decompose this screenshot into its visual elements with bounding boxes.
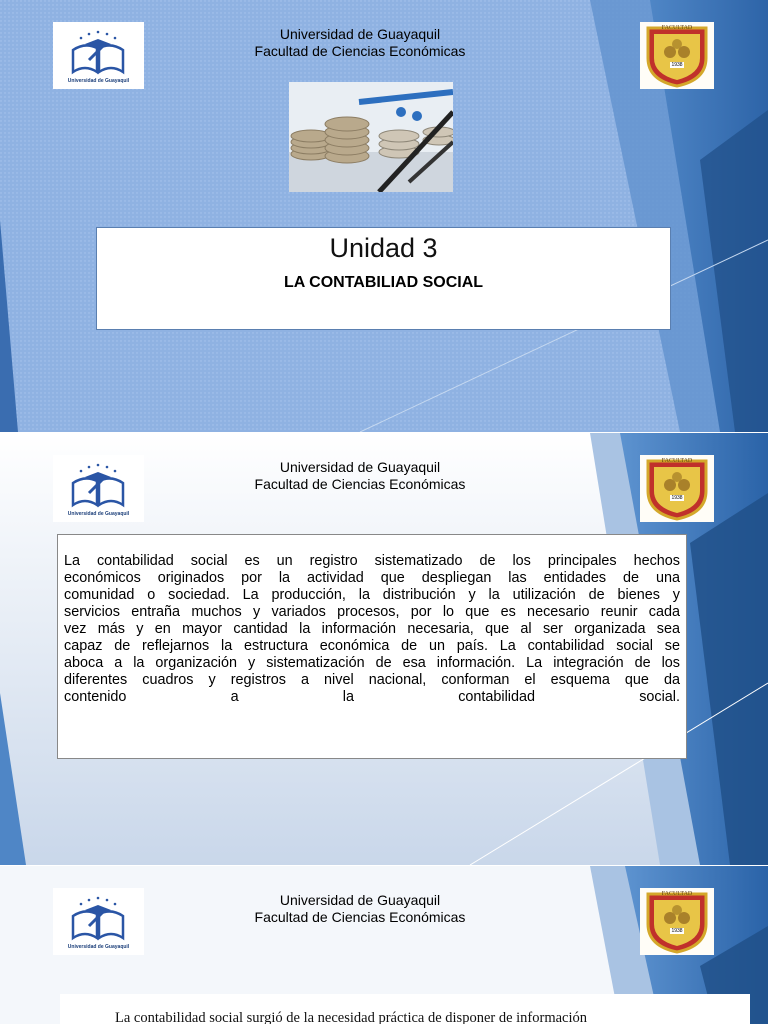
header: [200, 459, 520, 493]
university-logo-caption: Universidad de Guayaquil: [67, 511, 130, 517]
paragraph-line: aboca a la organización y sistematización de esa información. La integración de los: [64, 655, 680, 671]
seal-top-text: FACULTAD: [661, 891, 693, 897]
slide-2: [0, 433, 768, 865]
university-logo-caption: Universidad de Guayaquil: [67, 78, 130, 84]
paragraph-line: capaz de reflejarnos la estructura económica de un país. La contabilidad social se: [64, 638, 680, 654]
slide-3-text: La contabilidad social surgió de la necesidad práctica de disponer de información: [115, 1010, 588, 1024]
university-name: Universidad de Guayaquil: [279, 459, 441, 475]
seal-year: 1938: [671, 62, 683, 68]
seal-top-text: FACULTAD: [661, 458, 693, 464]
faculty-name: Facultad de Ciencias Económicas: [254, 476, 466, 492]
unit-title: Unidad 3: [329, 233, 438, 263]
paragraph-line: vez más y en mayor cantidad la información necesaria, que al ser organizada sea: [64, 621, 680, 637]
title-box: [96, 227, 671, 330]
faculty-name: Facultad de Ciencias Económicas: [254, 43, 466, 59]
slide-1: [0, 0, 768, 432]
paragraph-line: servicios entraña muchos y variados procesos, por lo que es necesario reunir cada: [64, 604, 680, 620]
university-logo-caption: Universidad de Guayaquil: [67, 944, 130, 950]
faculty-name: Facultad de Ciencias Económicas: [254, 909, 466, 925]
coins-and-pens-photo: [289, 82, 453, 192]
university-name: Universidad de Guayaquil: [279, 892, 441, 908]
paragraph-line: diferentes cuadros y registros a nivel nacional, conforman el esquema que da: [64, 672, 680, 688]
seal-year: 1938: [671, 928, 683, 934]
paragraph-line: económicos originados por la actividad que despliegan las entidades de una: [64, 570, 680, 586]
header: [200, 26, 520, 60]
definition-text-box: [57, 534, 687, 759]
slide-3: [0, 866, 768, 1024]
paragraph-line: contenido a la contabilidad social.: [64, 689, 680, 705]
seal-top-text: FACULTAD: [661, 25, 693, 31]
university-name: Universidad de Guayaquil: [279, 26, 441, 42]
paragraph-line: comunidad o sociedad. La producción, la distribución y la utilización de bienes y: [64, 587, 680, 603]
header: [200, 892, 520, 926]
seal-year: 1938: [671, 495, 683, 501]
paragraph-line: La contabilidad social es un registro sistematizado de los principales hechos: [64, 553, 680, 569]
faculty-seal: [640, 455, 714, 522]
faculty-seal: [640, 22, 714, 89]
faculty-seal: [640, 888, 714, 955]
unit-subtitle: LA CONTABILIAD SOCIAL: [283, 274, 484, 291]
